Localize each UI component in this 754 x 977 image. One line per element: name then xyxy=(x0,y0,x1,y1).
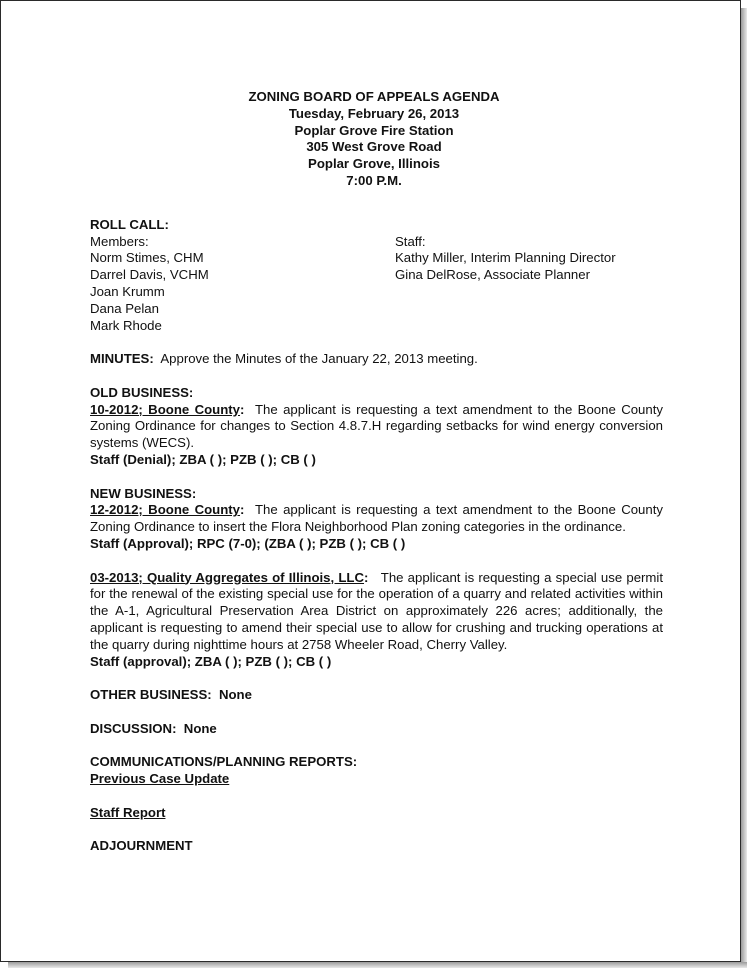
staff-item: Kathy Miller, Interim Planning Director xyxy=(395,250,616,266)
case-description: The applicant is requesting a text amendment to the Boone County Zoning Ordinance for changes to Section 4.8.7.H regarding setbacks for wind energy conversion systems (WECS). xyxy=(90,401,663,451)
page-shadow-bottom xyxy=(8,962,747,968)
adjournment-section xyxy=(90,838,663,855)
other-business-value: None xyxy=(218,687,252,703)
staff-column xyxy=(395,234,663,335)
roll-call-heading: ROLL CALL: xyxy=(90,216,169,232)
new-business-item xyxy=(90,570,663,654)
case-colon: : xyxy=(240,502,245,518)
discussion-label: DISCUSSION: xyxy=(90,720,177,736)
member-item: Mark Rhode xyxy=(90,317,162,333)
member-item: Dana Pelan xyxy=(90,300,159,316)
new-business-item xyxy=(90,502,663,536)
page-shadow-right xyxy=(741,8,747,968)
members-column xyxy=(90,234,395,335)
discussion-section xyxy=(90,721,663,738)
old-business-item xyxy=(90,402,663,452)
new-business-item-2 xyxy=(90,570,663,671)
staff-report-section xyxy=(90,805,663,822)
case-status: Staff (Approval); RPC (7-0); (ZBA ( ); PZB ( ); CB ( ) xyxy=(90,535,406,551)
member-item: Joan Krumm xyxy=(90,283,165,299)
meeting-date: Tuesday, February 26, 2013 xyxy=(288,105,460,121)
roll-call-section xyxy=(90,217,663,335)
meeting-time: 7:00 P.M. xyxy=(346,172,402,188)
old-business-section xyxy=(90,385,663,469)
new-business-section xyxy=(90,486,663,553)
case-colon: : xyxy=(364,569,369,585)
old-business-heading: OLD BUSINESS: xyxy=(90,384,194,400)
meeting-address: 305 West Grove Road xyxy=(306,139,442,155)
minutes-section xyxy=(90,351,663,368)
agenda-title: ZONING BOARD OF APPEALS AGENDA xyxy=(248,89,500,104)
other-business-section xyxy=(90,687,663,704)
case-number: 10-2012; Boone County xyxy=(90,401,241,417)
case-description: The applicant is requesting a special use permit for the renewal of the existing special use for the operation of a quarry and related activities within the A-1, Agricultural Preservation Area District on approximately 226 acres; additionally, the applicant is requesting to amend their special use to allow for crushing and trucking operations at the quarry during nighttime hours at 2758 Wheeler Road, Cherry Valley. xyxy=(90,569,663,652)
previous-case-update-link[interactable]: Previous Case Update xyxy=(90,771,230,787)
meeting-city: Poplar Grove, Illinois xyxy=(308,156,440,172)
minutes-text: Approve the Minutes of the January 22, 2013 meeting. xyxy=(160,351,478,367)
case-description: The applicant is requesting a text amendment to the Boone County Zoning Ordinance to insert the Flora Neighborhood Plan zoning categories in the ordinance. xyxy=(90,502,663,535)
adjournment-heading: ADJOURNMENT xyxy=(90,838,193,854)
other-business-label: OTHER BUSINESS: xyxy=(90,687,212,703)
communications-heading: COMMUNICATIONS/PLANNING REPORTS: xyxy=(90,754,358,770)
staff-report-link[interactable]: Staff Report xyxy=(90,804,166,820)
discussion-value: None xyxy=(183,720,217,736)
agenda-document xyxy=(90,89,663,855)
agenda-header xyxy=(85,89,663,190)
meeting-venue: Poplar Grove Fire Station xyxy=(294,122,454,138)
case-status: Staff (approval); ZBA ( ); PZB ( ); CB ( ) xyxy=(90,653,332,669)
member-item: Darrel Davis, VCHM xyxy=(90,267,209,283)
staff-label: Staff: xyxy=(395,233,426,249)
new-business-heading: NEW BUSINESS: xyxy=(90,485,197,501)
members-label: Members: xyxy=(90,233,149,249)
minutes-label: MINUTES: xyxy=(90,351,154,367)
case-status: Staff (Denial); ZBA ( ); PZB ( ); CB ( ) xyxy=(90,451,316,467)
case-colon: : xyxy=(240,401,245,417)
case-number: 12-2012; Boone County xyxy=(90,502,241,518)
staff-item: Gina DelRose, Associate Planner xyxy=(395,267,590,283)
member-item: Norm Stimes, CHM xyxy=(90,250,204,266)
case-number: 03-2013; Quality Aggregates of Illinois, LLC xyxy=(90,569,365,585)
communications-section xyxy=(90,754,663,788)
